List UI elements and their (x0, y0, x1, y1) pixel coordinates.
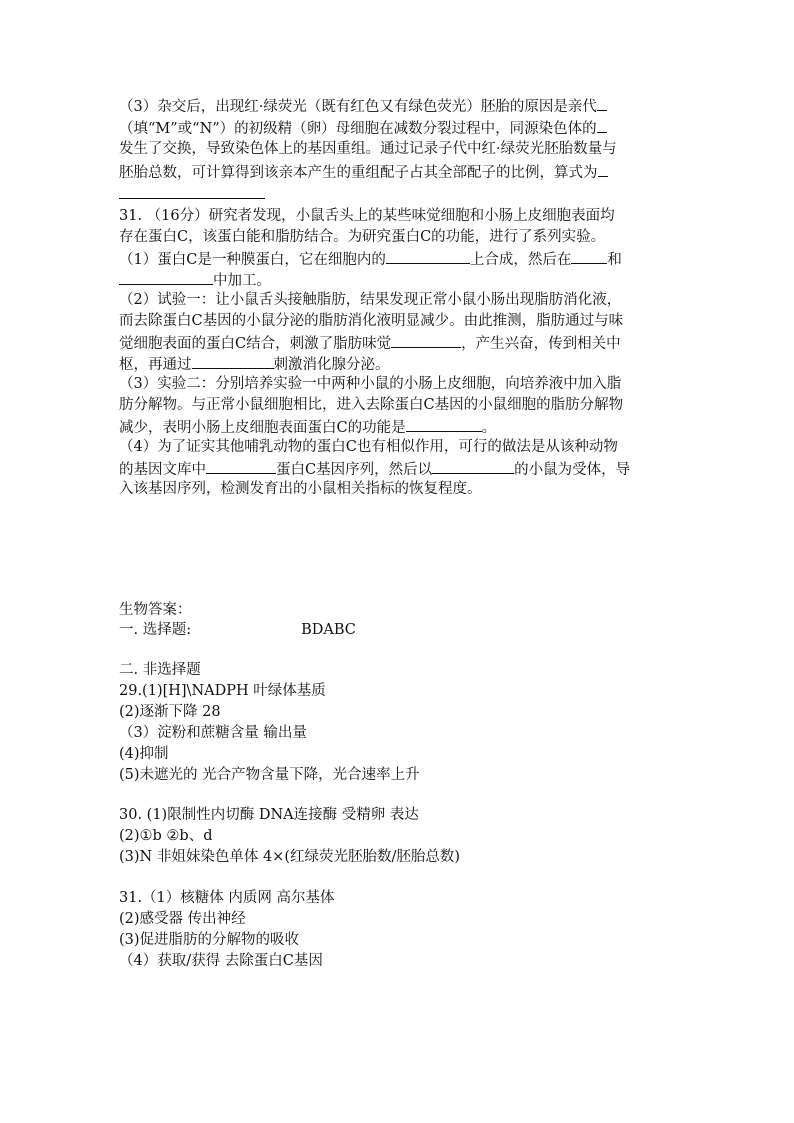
q31-intro-1: 31. （16分）研究者发现，小鼠舌头上的某些味觉细胞和小肠上皮细胞表面均 (119, 208, 615, 224)
answer-blank (192, 353, 274, 369)
answer-blank (206, 458, 276, 474)
q31-3-line-2: 肪分解物。与正常小鼠细胞相比，进入去除蛋白C基因的小鼠细胞的脂肪分解物 (119, 397, 624, 413)
q30-3-line-4: 胚胎总数，可计算得到该亲本产生的重组配子占其全部配子的比例，算式为 (119, 161, 608, 183)
answer-blank (119, 183, 265, 199)
q30-3-line-1: （3）杂交后，出现红·绿荧光（既有红色又有绿色荧光）胚胎的原因是亲代 (119, 95, 607, 117)
answers-heading: 生物答案： (119, 602, 192, 618)
answer-29-3: （3）淀粉和蔗糖含量 输出量 (119, 725, 307, 741)
answer-31-4: （4）获取/获得 去除蛋白C基因 (119, 953, 323, 969)
answer-29-4: (4)抑制 (119, 746, 169, 762)
q31-2-line-4: 枢，再通过 刺激消化腺分泌。 (119, 353, 390, 375)
answer-31-1: 31.（1）核糖体 内质网 高尔基体 (119, 890, 335, 906)
answer-31-3: (3)促进脂肪的分解物的吸收 (119, 932, 300, 948)
answer-29-5: (5)未遮光的 光合产物含量下降，光合速率上升 (119, 767, 420, 783)
answer-30-2: (2)①b ②b、d (119, 828, 213, 844)
answer-31-2: (2)感受器 传出神经 (119, 911, 246, 927)
q31-2-line-3: 觉细胞表面的蛋白C结合，刺激了脂肪味觉 ，产生兴奋，传到相关中 (119, 332, 621, 354)
q31-intro-2: 存在蛋白C，该蛋白能和脂肪结合。为研究蛋白C的功能，进行了系列实验。 (119, 229, 606, 245)
q30-3-line-2: （填“M”或“N”）的初级精（卵）母细胞在减数分裂过程中，同源染色体的 (119, 117, 607, 139)
answer-29-1: 29.(1)[H]\NADPH 叶绿体基质 (119, 683, 326, 699)
answer-blank (406, 416, 482, 432)
q30-3-line-3: 发生了交换，导致染色体上的基因重组。通过记录子代中红·绿荧光胚胎数量与 (119, 141, 617, 157)
q30-3-line-5 (119, 183, 265, 205)
answer-blank (386, 248, 470, 264)
q31-4-line-1: （4）为了证实其他哺乳动物的蛋白C也有相似作用，可行的做法是从该种动物 (119, 439, 618, 455)
q31-4-line-3: 入该基因序列，检测发育出的小鼠相关指标的恢复程度。 (119, 481, 482, 497)
q31-3-line-3: 减少，表明小肠上皮细胞表面蛋白C的功能是 。 (119, 416, 496, 438)
answer-blank (597, 95, 607, 111)
part2-heading: 二. 非选择题 (119, 662, 201, 678)
answer-blank (571, 248, 607, 264)
answer-blank (391, 332, 461, 348)
q31-3-line-1: （3）实验二：分别培养实验一中两种小鼠的小肠上皮细胞，向培养液中加入脂 (119, 376, 622, 392)
answer-30-1: 30. (1)限制性内切酶 DNA连接酶 受精卵 表达 (119, 807, 419, 823)
answer-blank (119, 269, 213, 285)
answer-blank (598, 161, 608, 177)
q31-4-line-2: 的基因文库中 蛋白C基因序列，然后以 的小鼠为受体，导 (119, 458, 630, 480)
q31-1-line-1: （1）蛋白C是一种膜蛋白，它在细胞内的 上合成，然后在 和 (119, 248, 622, 270)
mc-answers: 一. 选择题: BDABC (119, 622, 356, 638)
answer-30-3: (3)N 非姐妹染色单体 4×(红绿荧光胚胎数/胚胎总数) (119, 849, 461, 865)
answer-blank (432, 458, 514, 474)
q31-2-line-2: 而去除蛋白C基因的小鼠分泌的脂肪消化液明显减少。由此推测，脂肪通过与味 (119, 313, 624, 329)
answer-blank (597, 117, 607, 133)
answer-29-2: (2)逐渐下降 28 (119, 704, 221, 720)
q31-2-line-1: （2）试验一：让小鼠舌头接触脂肪，结果发现正常小鼠小肠出现脂肪消化液， (119, 292, 622, 308)
q31-1-line-2: 中加工。 (119, 269, 271, 291)
